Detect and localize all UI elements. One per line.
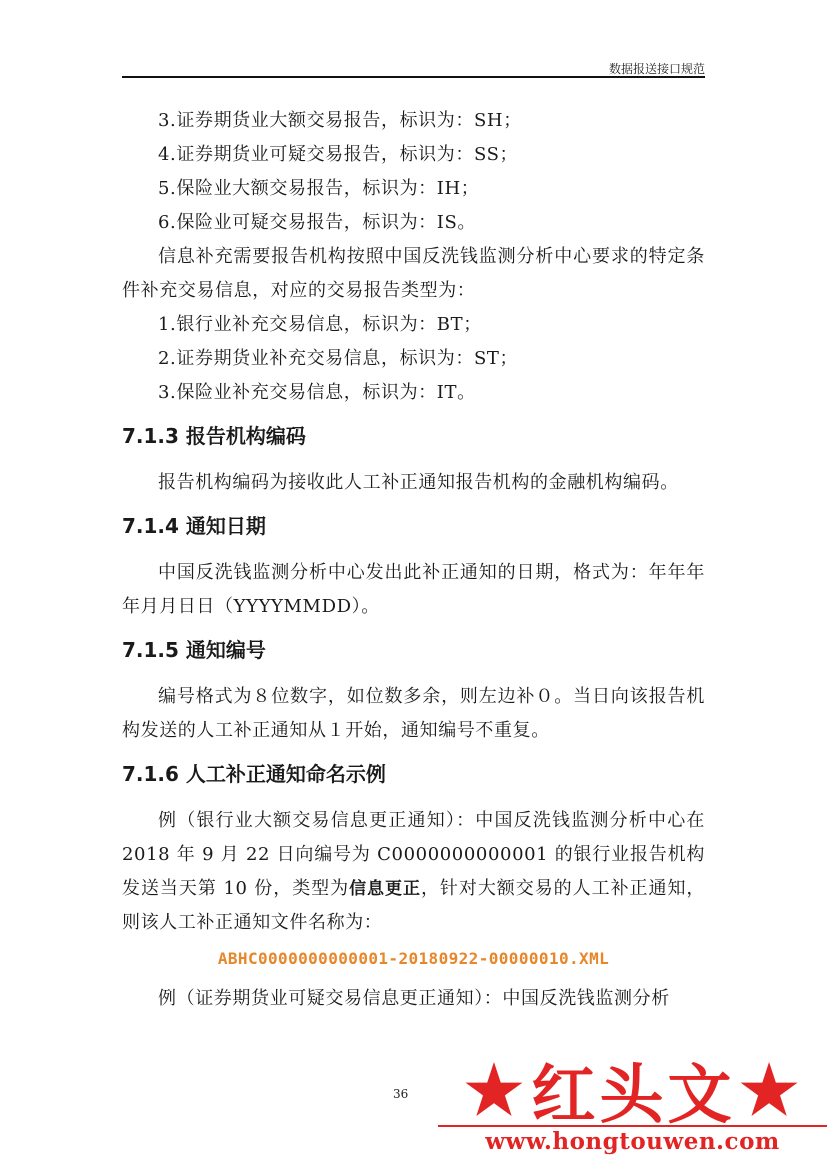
watermark-rule xyxy=(438,1125,827,1127)
bold-term: 信息更正 xyxy=(349,879,421,899)
section-heading-7-1-6: 7.1.6 人工补正通知命名示例 xyxy=(122,762,386,786)
section-heading-7-1-4: 7.1.4 通知日期 xyxy=(122,514,266,538)
watermark-banner xyxy=(440,1051,827,1133)
page-number: 36 xyxy=(393,1087,409,1101)
section-heading-7-1-5: 7.1.5 通知编号 xyxy=(122,638,266,662)
paragraph: 编号格式为８位数字，如位数多余，则左边补０。当日向该报告机构发送的人工补正通知从１开始，通知编号不重复。 xyxy=(122,686,705,741)
paragraph: 例（证券期货业可疑交易信息更正通知）：中国反洗钱监测分析 xyxy=(158,988,670,1009)
watermark-url: www.hongtouwen.com xyxy=(485,1128,780,1155)
star-icon: ★ xyxy=(739,1051,803,1129)
header-rule xyxy=(122,76,705,78)
paragraph: 3.保险业补充交易信息，标识为：IT。 xyxy=(158,382,476,403)
header-title: 数据报送接口规范 xyxy=(608,62,705,76)
paragraph: 4.证券期货业可疑交易报告，标识为：SS； xyxy=(158,144,519,165)
paragraph: 3.证券期货业大额交易报告，标识为：SH； xyxy=(158,110,522,131)
paragraph: 报告机构编码为接收此人工补正通知报告机构的金融机构编码。 xyxy=(158,472,679,493)
example-filename: ABHC0000000000001-20180922-00000010.XML xyxy=(217,949,610,968)
paragraph: 6.保险业可疑交易报告，标识为：IS。 xyxy=(158,212,477,233)
paragraph: 5.保险业大额交易报告，标识为：IH； xyxy=(158,178,480,199)
example-paragraph xyxy=(122,804,705,940)
example-text: ，针对大额交易的人工补正通知，则该人工补正通知文件名称为： xyxy=(122,878,706,933)
paragraph: 信息补充需要报告机构按照中国反洗钱监测分析中心要求的特定条件补充交易信息，对应的交易报告类型为： xyxy=(122,246,705,301)
paragraph: 中国反洗钱监测分析中心发出此补正通知的日期，格式为：年年年年月月日日（YYYYMMDD）。 xyxy=(122,562,705,617)
document-body xyxy=(122,104,705,1016)
section-heading-7-1-3: 7.1.3 报告机构编码 xyxy=(122,424,306,448)
watermark-text: 红头文 xyxy=(531,1058,736,1133)
paragraph: 1.银行业补充交易信息，标识为：BT； xyxy=(158,314,482,335)
paragraph: 2.证券期货业补充交易信息，标识为：ST； xyxy=(158,348,519,369)
star-icon: ★ xyxy=(464,1051,528,1129)
example-text: 例（银行业大额交易信息更正通知）：中国反洗钱监测分析中心在 2018 年 9 月 22 日向编号为 C0000000000001 的银行业报告机构发送当天第 10 份，类型为 xyxy=(122,810,705,899)
